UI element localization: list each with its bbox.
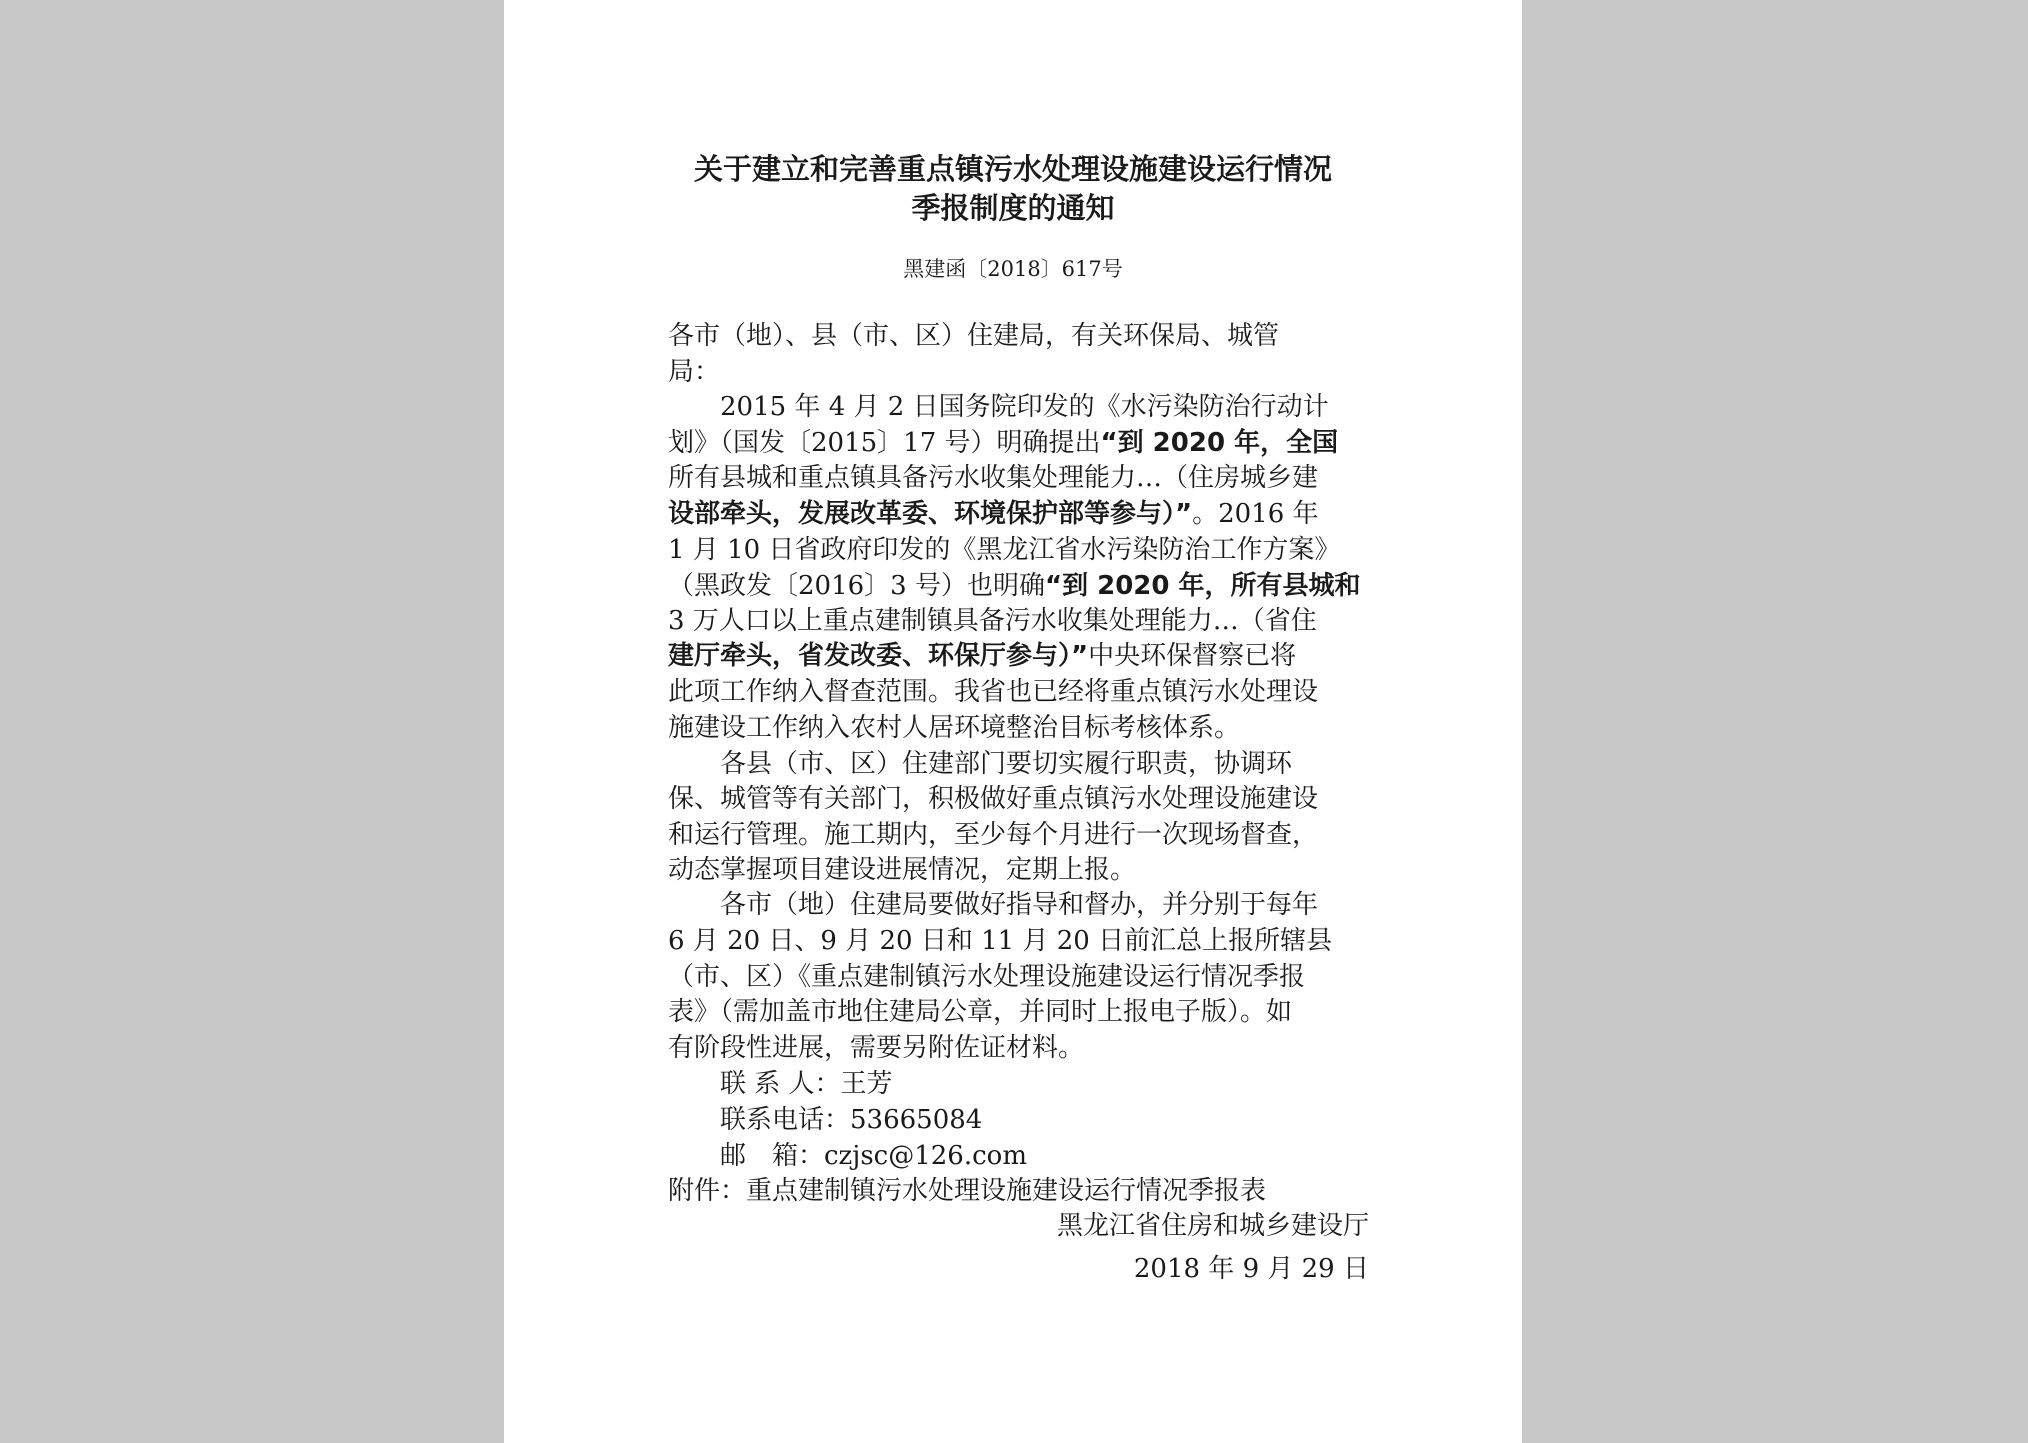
bold-quote: 建厅牵头，省发改委、环保厅参与）” — [668, 641, 1089, 671]
paragraph-1-line — [668, 568, 1361, 604]
paragraph-3-line: 表》（需加盖市地住建局公章，并同时上报电子版）。如 — [668, 997, 1293, 1027]
text-run: 。2016 年 — [1192, 499, 1319, 529]
paragraph-1-line — [668, 425, 1338, 461]
paragraph-1-line — [668, 496, 1319, 532]
paragraph-1-line: 此项工作纳入督查范围。我省也已经将重点镇污水处理设 — [668, 677, 1319, 707]
text-run: 划》（国发〔2015〕17 号）明确提出 — [668, 428, 1101, 458]
paragraph-3-line: （市、区）《重点建制镇污水处理设施建设运行情况季报 — [668, 962, 1306, 992]
document-title-line-1: 关于建立和完善重点镇污水处理设施建设运行情况 — [693, 152, 1332, 186]
paragraph-1-line: 3 万人口以上重点建制镇具备污水收集处理能力…（省住 — [668, 606, 1317, 636]
paragraph-1-line: 施建设工作纳入农村人居环境整治目标考核体系。 — [668, 713, 1241, 743]
document-number: 黑建函〔2018〕617号 — [903, 257, 1123, 281]
text-run: 中央环保督察已将 — [1088, 641, 1297, 671]
bold-quote: “到 2020 年，全国 — [1100, 428, 1339, 458]
paragraph-2-line: 保、城管等有关部门，积极做好重点镇污水处理设施建设 — [668, 784, 1319, 814]
bold-quote: “到 2020 年，所有县城和 — [1044, 571, 1361, 601]
paragraph-1-line: 2015 年 4 月 2 日国务院印发的《水污染防治行动计 — [668, 392, 1329, 422]
paragraph-3-line: 有阶段性进展，需要另附佐证材料。 — [668, 1033, 1085, 1063]
bold-quote: 设部牵头，发展改革委、环境保护部等参与）” — [668, 499, 1193, 529]
document-page — [504, 0, 1522, 1443]
text-run: （黑政发〔2016〕3 号）也明确 — [668, 571, 1045, 601]
paragraph-1-line — [668, 638, 1296, 674]
paragraph-1-line: 1 月 10 日省政府印发的《黑龙江省水污染防治工作方案》 — [668, 535, 1341, 565]
contact-person: 联 系 人：王芳 — [668, 1069, 893, 1099]
contact-phone: 联系电话：53665084 — [668, 1105, 983, 1135]
paragraph-3-line: 各市（地）住建局要做好指导和督办，并分别于每年 — [668, 890, 1319, 920]
attachment-line: 附件：重点建制镇污水处理设施建设运行情况季报表 — [668, 1176, 1267, 1206]
salutation-line: 局： — [668, 357, 721, 387]
document-title-line-2: 季报制度的通知 — [911, 191, 1115, 225]
salutation-line: 各市（地）、县（市、区）住建局，有关环保局、城管 — [668, 321, 1280, 351]
paragraph-2-line: 动态掌握项目建设进展情况，定期上报。 — [668, 855, 1137, 885]
paragraph-1-line: 所有县城和重点镇具备污水收集处理能力…（住房城乡建 — [668, 463, 1319, 493]
paragraph-2-line: 各县（市、区）住建部门要切实履行职责，协调环 — [668, 749, 1293, 779]
contact-email: 邮 箱：czjsc@126.com — [668, 1141, 1027, 1171]
paragraph-2-line: 和运行管理。施工期内，至少每个月进行一次现场督查， — [668, 820, 1319, 850]
paragraph-3-line: 6 月 20 日、9 月 20 日和 11 月 20 日前汇总上报所辖县 — [668, 926, 1333, 956]
issuer: 黑龙江省住房和城乡建设厅 — [1056, 1211, 1369, 1241]
issue-date: 2018 年 9 月 29 日 — [1133, 1254, 1369, 1284]
